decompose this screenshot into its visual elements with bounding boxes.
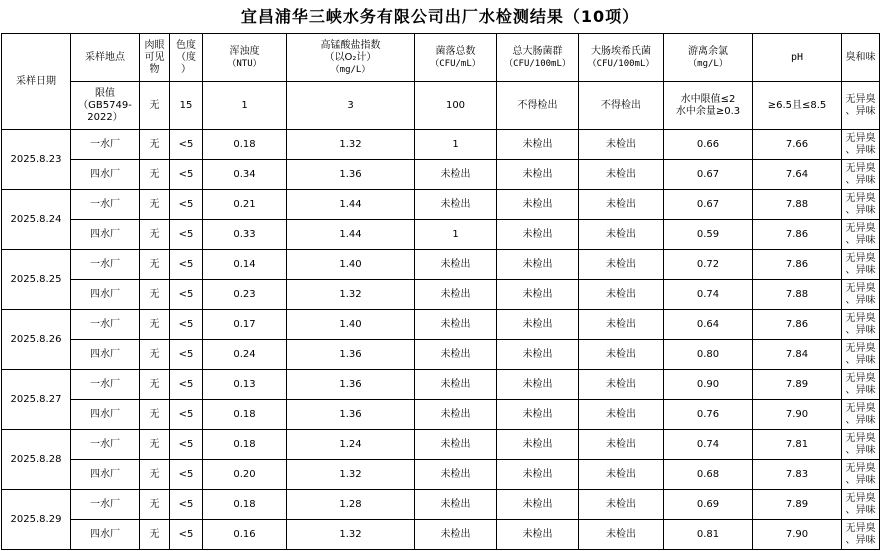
sample-site: 四水厂 [71, 220, 140, 250]
cell-odor: 无异臭 、异味 [842, 520, 880, 550]
cell-color: <5 [170, 190, 203, 220]
limit-ph: ≥6.5且≤8.5 [753, 82, 842, 130]
results-table [1, 33, 880, 550]
cell-visible: 无 [140, 250, 170, 280]
cell-coliform: 未检出 [497, 160, 579, 190]
cell-cod: 1.32 [287, 460, 415, 490]
limit-coliform: 不得检出 [497, 82, 579, 130]
sample-site: 一水厂 [71, 490, 140, 520]
cell-ph: 7.86 [753, 250, 842, 280]
sample-date: 2025.8.25 [2, 250, 71, 310]
cell-turbidity: 0.18 [203, 400, 287, 430]
limit-cod: 3 [287, 82, 415, 130]
cell-coliform: 未检出 [497, 220, 579, 250]
sample-site: 一水厂 [71, 370, 140, 400]
sample-date: 2025.8.27 [2, 370, 71, 430]
cell-ecoli: 未检出 [579, 250, 664, 280]
table-row [2, 490, 880, 520]
cell-visible: 无 [140, 490, 170, 520]
cell-chlorine: 0.68 [664, 460, 753, 490]
cell-color: <5 [170, 490, 203, 520]
cell-color: <5 [170, 130, 203, 160]
cell-ph: 7.88 [753, 190, 842, 220]
cell-color: <5 [170, 520, 203, 550]
cell-coliform: 未检出 [497, 430, 579, 460]
table-row [2, 430, 880, 460]
cell-odor: 无异臭 、异味 [842, 490, 880, 520]
cell-cod: 1.32 [287, 130, 415, 160]
limits-label: 限值 （GB5749- 2022） [71, 82, 140, 130]
sample-site: 一水厂 [71, 310, 140, 340]
cell-odor: 无异臭 、异味 [842, 160, 880, 190]
cell-colony: 未检出 [415, 340, 497, 370]
header-colony: 菌落总数 （CFU/mL） [415, 34, 497, 82]
cell-coliform: 未检出 [497, 280, 579, 310]
cell-colony: 未检出 [415, 490, 497, 520]
cell-turbidity: 0.33 [203, 220, 287, 250]
header-color: 色度 （度 ） [170, 34, 203, 82]
cell-odor: 无异臭 、异味 [842, 340, 880, 370]
cell-chlorine: 0.69 [664, 490, 753, 520]
cell-turbidity: 0.13 [203, 370, 287, 400]
header-cod: 高锰酸盐指数 （以O₂计） （mg/L） [287, 34, 415, 82]
cell-chlorine: 0.74 [664, 280, 753, 310]
table-row [2, 370, 880, 400]
cell-colony: 未检出 [415, 520, 497, 550]
header-visible: 肉眼 可见 物 [140, 34, 170, 82]
cell-ecoli: 未检出 [579, 190, 664, 220]
cell-visible: 无 [140, 280, 170, 310]
cell-coliform: 未检出 [497, 130, 579, 160]
limits-row [2, 82, 880, 130]
sample-site: 四水厂 [71, 280, 140, 310]
cell-ph: 7.86 [753, 220, 842, 250]
cell-colony: 未检出 [415, 190, 497, 220]
sample-site: 一水厂 [71, 430, 140, 460]
cell-color: <5 [170, 280, 203, 310]
cell-visible: 无 [140, 160, 170, 190]
limit-turbidity: 1 [203, 82, 287, 130]
cell-cod: 1.24 [287, 430, 415, 460]
cell-color: <5 [170, 340, 203, 370]
limit-odor: 无异臭 、异味 [842, 82, 880, 130]
cell-chlorine: 0.72 [664, 250, 753, 280]
cell-turbidity: 0.17 [203, 310, 287, 340]
cell-coliform: 未检出 [497, 340, 579, 370]
cell-odor: 无异臭 、异味 [842, 430, 880, 460]
cell-chlorine: 0.67 [664, 190, 753, 220]
cell-cod: 1.32 [287, 280, 415, 310]
header-turbidity: 浑浊度 （NTU） [203, 34, 287, 82]
cell-odor: 无异臭 、异味 [842, 130, 880, 160]
sample-site: 一水厂 [71, 190, 140, 220]
cell-chlorine: 0.59 [664, 220, 753, 250]
cell-visible: 无 [140, 310, 170, 340]
sample-site: 四水厂 [71, 160, 140, 190]
cell-colony: 未检出 [415, 400, 497, 430]
cell-ecoli: 未检出 [579, 520, 664, 550]
header-ecoli: 大肠埃希氏菌 （CFU/100mL） [579, 34, 664, 82]
table-row [2, 220, 880, 250]
cell-turbidity: 0.20 [203, 460, 287, 490]
table-row [2, 130, 880, 160]
cell-colony: 未检出 [415, 460, 497, 490]
cell-coliform: 未检出 [497, 460, 579, 490]
cell-ph: 7.64 [753, 160, 842, 190]
table-row [2, 400, 880, 430]
cell-coliform: 未检出 [497, 400, 579, 430]
cell-colony: 1 [415, 130, 497, 160]
cell-color: <5 [170, 460, 203, 490]
cell-coliform: 未检出 [497, 370, 579, 400]
cell-odor: 无异臭 、异味 [842, 310, 880, 340]
cell-ecoli: 未检出 [579, 310, 664, 340]
cell-turbidity: 0.16 [203, 520, 287, 550]
header-date: 采样日期 [2, 34, 71, 130]
table-row [2, 520, 880, 550]
cell-color: <5 [170, 430, 203, 460]
cell-visible: 无 [140, 190, 170, 220]
cell-visible: 无 [140, 400, 170, 430]
cell-ph: 7.84 [753, 340, 842, 370]
cell-chlorine: 0.81 [664, 520, 753, 550]
cell-chlorine: 0.80 [664, 340, 753, 370]
cell-colony: 未检出 [415, 160, 497, 190]
cell-odor: 无异臭 、异味 [842, 190, 880, 220]
cell-turbidity: 0.23 [203, 280, 287, 310]
cell-ecoli: 未检出 [579, 400, 664, 430]
cell-cod: 1.36 [287, 340, 415, 370]
cell-odor: 无异臭 、异味 [842, 370, 880, 400]
cell-color: <5 [170, 160, 203, 190]
sample-site: 四水厂 [71, 520, 140, 550]
cell-ph: 7.83 [753, 460, 842, 490]
cell-color: <5 [170, 400, 203, 430]
cell-cod: 1.44 [287, 220, 415, 250]
limit-colony: 100 [415, 82, 497, 130]
cell-visible: 无 [140, 220, 170, 250]
cell-ph: 7.86 [753, 310, 842, 340]
cell-ecoli: 未检出 [579, 280, 664, 310]
header-odor: 臭和味 [842, 34, 880, 82]
limit-color: 15 [170, 82, 203, 130]
table-row [2, 250, 880, 280]
sample-date: 2025.8.28 [2, 430, 71, 490]
cell-chlorine: 0.74 [664, 430, 753, 460]
cell-chlorine: 0.67 [664, 160, 753, 190]
cell-chlorine: 0.64 [664, 310, 753, 340]
header-chlorine: 游离余氯 （mg/L） [664, 34, 753, 82]
cell-turbidity: 0.14 [203, 250, 287, 280]
cell-cod: 1.32 [287, 520, 415, 550]
cell-ecoli: 未检出 [579, 490, 664, 520]
sample-date: 2025.8.24 [2, 190, 71, 250]
cell-ecoli: 未检出 [579, 430, 664, 460]
table-row [2, 340, 880, 370]
sample-site: 四水厂 [71, 400, 140, 430]
cell-ecoli: 未检出 [579, 220, 664, 250]
cell-ph: 7.89 [753, 370, 842, 400]
cell-odor: 无异臭 、异味 [842, 280, 880, 310]
table-row [2, 280, 880, 310]
cell-visible: 无 [140, 340, 170, 370]
cell-turbidity: 0.21 [203, 190, 287, 220]
report-title: 宜昌浦华三峡水务有限公司出厂水检测结果（10项） [240, 7, 640, 26]
cell-visible: 无 [140, 370, 170, 400]
cell-visible: 无 [140, 130, 170, 160]
cell-ph: 7.81 [753, 430, 842, 460]
cell-cod: 1.36 [287, 370, 415, 400]
cell-turbidity: 0.18 [203, 490, 287, 520]
cell-visible: 无 [140, 430, 170, 460]
table-row [2, 310, 880, 340]
cell-visible: 无 [140, 520, 170, 550]
cell-turbidity: 0.24 [203, 340, 287, 370]
cell-coliform: 未检出 [497, 520, 579, 550]
cell-ecoli: 未检出 [579, 340, 664, 370]
cell-ph: 7.66 [753, 130, 842, 160]
cell-chlorine: 0.76 [664, 400, 753, 430]
cell-odor: 无异臭 、异味 [842, 250, 880, 280]
cell-chlorine: 0.90 [664, 370, 753, 400]
cell-odor: 无异臭 、异味 [842, 220, 880, 250]
cell-ecoli: 未检出 [579, 460, 664, 490]
cell-coliform: 未检出 [497, 250, 579, 280]
cell-ph: 7.88 [753, 280, 842, 310]
cell-color: <5 [170, 220, 203, 250]
header-row [2, 34, 880, 82]
sample-date: 2025.8.29 [2, 490, 71, 550]
table-row [2, 160, 880, 190]
cell-colony: 未检出 [415, 250, 497, 280]
cell-ph: 7.89 [753, 490, 842, 520]
sample-date: 2025.8.23 [2, 130, 71, 190]
cell-cod: 1.44 [287, 190, 415, 220]
cell-cod: 1.36 [287, 400, 415, 430]
header-site: 采样地点 [71, 34, 140, 82]
sample-site: 四水厂 [71, 340, 140, 370]
sample-site: 一水厂 [71, 250, 140, 280]
table-row [2, 460, 880, 490]
table-row [2, 190, 880, 220]
cell-color: <5 [170, 250, 203, 280]
cell-ph: 7.90 [753, 520, 842, 550]
limit-visible: 无 [140, 82, 170, 130]
cell-color: <5 [170, 310, 203, 340]
cell-colony: 未检出 [415, 280, 497, 310]
cell-colony: 未检出 [415, 430, 497, 460]
cell-coliform: 未检出 [497, 490, 579, 520]
cell-odor: 无异臭 、异味 [842, 400, 880, 430]
cell-colony: 1 [415, 220, 497, 250]
cell-ecoli: 未检出 [579, 370, 664, 400]
cell-cod: 1.36 [287, 160, 415, 190]
limit-ecoli: 不得检出 [579, 82, 664, 130]
cell-odor: 无异臭 、异味 [842, 460, 880, 490]
cell-cod: 1.40 [287, 310, 415, 340]
cell-visible: 无 [140, 460, 170, 490]
sample-site: 四水厂 [71, 460, 140, 490]
cell-color: <5 [170, 370, 203, 400]
cell-cod: 1.40 [287, 250, 415, 280]
header-coliform: 总大肠菌群 （CFU/100mL） [497, 34, 579, 82]
cell-colony: 未检出 [415, 370, 497, 400]
cell-cod: 1.28 [287, 490, 415, 520]
limit-chlorine: 水中限值≤2 水中余量≥0.3 [664, 82, 753, 130]
cell-turbidity: 0.18 [203, 130, 287, 160]
header-ph: pH [753, 34, 842, 82]
sample-site: 一水厂 [71, 130, 140, 160]
cell-ph: 7.90 [753, 400, 842, 430]
cell-colony: 未检出 [415, 310, 497, 340]
sample-date: 2025.8.26 [2, 310, 71, 370]
cell-ecoli: 未检出 [579, 160, 664, 190]
cell-chlorine: 0.66 [664, 130, 753, 160]
cell-turbidity: 0.34 [203, 160, 287, 190]
cell-coliform: 未检出 [497, 190, 579, 220]
cell-ecoli: 未检出 [579, 130, 664, 160]
cell-turbidity: 0.18 [203, 430, 287, 460]
cell-coliform: 未检出 [497, 310, 579, 340]
